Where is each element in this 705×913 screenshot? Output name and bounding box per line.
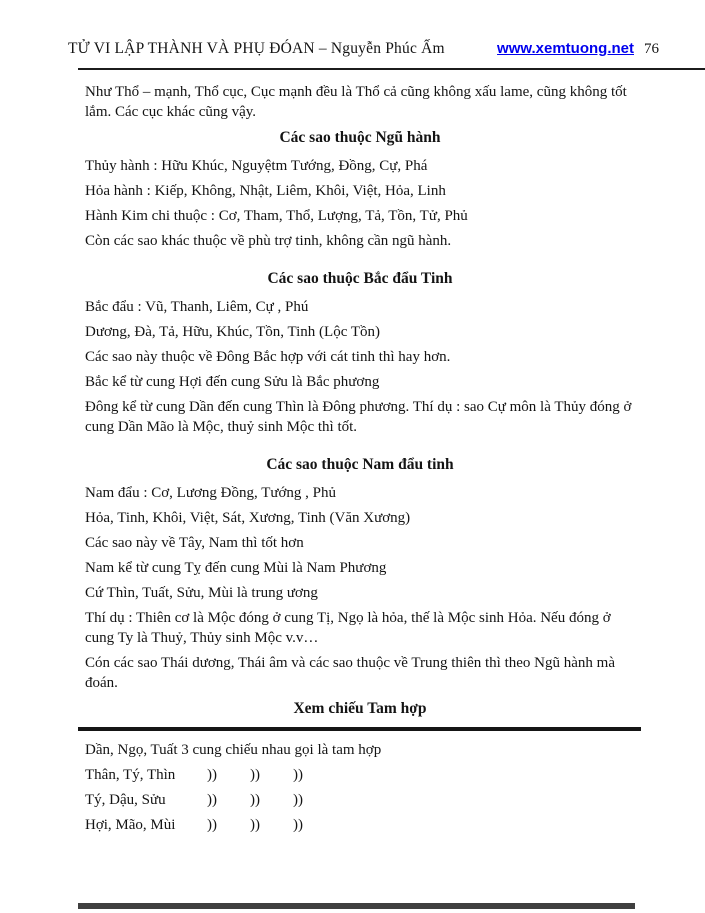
ditto-mark: )) xyxy=(250,792,260,808)
paragraph: Còn các sao khác thuộc về phù trợ tinh, không cần ngũ hành. xyxy=(85,233,452,249)
paragraph: Thí dụ : Thiên cơ là Mộc đóng ở cung Tị, Ngọ là hỏa, thế là Mộc sinh Hỏa. Nếu đóng ở cung Ty là Thuỷ, Thủy sinh Mộc v.v… xyxy=(85,610,611,646)
website-link[interactable]: www.xemtuong.net xyxy=(497,40,634,57)
paragraph: Bắc kể từ cung Hợi đến cung Sửu là Bắc phương xyxy=(85,374,380,390)
paragraph: Hành Kim chi thuộc : Cơ, Tham, Thổ, Lượng, Tả, Tồn, Tử, Phủ xyxy=(85,208,468,224)
paragraph: Dần, Ngọ, Tuất 3 cung chiếu nhau gọi là tam hợp xyxy=(85,742,382,758)
paragraph: Cón các sao Thái dương, Thái âm và các sao thuộc về Trung thiên thì theo Ngũ hành mà đoán. xyxy=(85,655,615,691)
ditto-mark: )) xyxy=(293,767,303,783)
page-number: 76 xyxy=(644,41,659,57)
tam-hop-row xyxy=(85,815,635,835)
paragraph: Nam đẩu : Cơ, Lương Đồng, Tướng , Phủ xyxy=(85,485,337,501)
tam-hop-row xyxy=(85,790,635,810)
paragraph: Thủy hành : Hữu Khúc, Nguyệtm Tướng, Đồng, Cự, Phá xyxy=(85,158,428,174)
paragraph: Bắc đẩu : Vũ, Thanh, Liêm, Cự , Phú xyxy=(85,299,309,315)
intro-paragraph: Như Thổ – mạnh, Thổ cục, Cục mạnh đều là Thổ cả cũng không xấu lame, cũng không tốt lắm. Các cục khác cũng vậy. xyxy=(85,84,627,120)
document-title: TỬ VI LẬP THÀNH VÀ PHỤ ĐÓAN – Nguyễn Phúc Ấm xyxy=(68,40,445,57)
tam-hop-divider xyxy=(78,727,641,731)
ditto-mark: )) xyxy=(250,817,260,833)
footer-divider xyxy=(78,903,635,909)
ditto-mark: )) xyxy=(207,792,217,808)
paragraph: Hỏa hành : Kiếp, Không, Nhật, Liêm, Khôi, Việt, Hỏa, Linh xyxy=(85,183,446,199)
document-body xyxy=(0,70,705,835)
paragraph: Nam kể từ cung Tỵ đến cung Mùi là Nam Phương xyxy=(85,560,387,576)
ditto-mark: )) xyxy=(207,817,217,833)
ditto-mark: )) xyxy=(293,792,303,808)
paragraph: Các sao này thuộc về Đông Bắc hợp với cát tinh thì hay hơn. xyxy=(85,349,451,365)
paragraph: Đông kể từ cung Dần đến cung Thìn là Đông phương. Thí dụ : sao Cự môn là Thủy đóng ở cung Dần Mão là Mộc, thuỷ sinh Mộc thì tốt. xyxy=(85,399,632,435)
paragraph: Dương, Đà, Tả, Hữu, Khúc, Tồn, Tinh (Lộc Tồn) xyxy=(85,324,381,340)
header-right xyxy=(497,40,659,58)
section-heading-nam-dau: Các sao thuộc Nam đẩu tinh xyxy=(266,456,454,473)
tam-hop-row-label: Hợi, Mão, Mùi xyxy=(85,817,176,833)
page-header xyxy=(0,0,705,58)
paragraph: Hỏa, Tinh, Khôi, Việt, Sát, Xương, Tinh (Văn Xương) xyxy=(85,510,411,526)
section-heading-bac-dau: Các sao thuộc Bắc đẩu Tinh xyxy=(267,270,453,287)
paragraph: Cứ Thìn, Tuất, Sửu, Mùi là trung ương xyxy=(85,585,318,601)
ditto-mark: )) xyxy=(293,817,303,833)
paragraph: Các sao này về Tây, Nam thì tốt hơn xyxy=(85,535,304,551)
section-heading-ngu-hanh: Các sao thuộc Ngũ hành xyxy=(279,129,441,146)
tam-hop-row xyxy=(85,765,635,785)
ditto-mark: )) xyxy=(250,767,260,783)
tam-hop-row-label: Tý, Dậu, Sửu xyxy=(85,792,166,808)
section-heading-tam-hop: Xem chiếu Tam hợp xyxy=(293,700,427,717)
tam-hop-row-label: Thân, Tý, Thìn xyxy=(85,767,176,783)
ditto-mark: )) xyxy=(207,767,217,783)
